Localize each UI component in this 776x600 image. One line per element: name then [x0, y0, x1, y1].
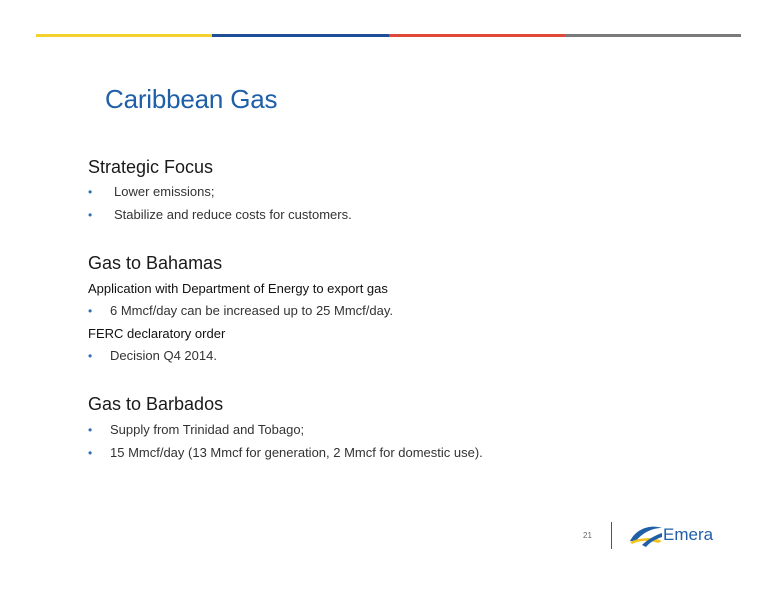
subhead-doe-application: Application with Department of Energy to export gas — [88, 281, 388, 296]
bullet-dot: • — [88, 446, 93, 460]
bullet-text: Decision Q4 2014. — [110, 348, 217, 363]
bar-gray — [565, 34, 741, 37]
bullet-dot: • — [88, 185, 93, 199]
bullet-dot: • — [88, 304, 93, 318]
top-color-bar — [36, 34, 741, 37]
bullet-mmcf-increase — [88, 303, 393, 318]
bullet-text: 15 Mmcf/day (13 Mmcf for generation, 2 Mmcf for domestic use). — [110, 445, 483, 460]
bar-red — [389, 34, 565, 37]
bullet-text: Lower emissions; — [114, 184, 215, 199]
slide-title: Caribbean Gas — [105, 84, 278, 114]
bullet-dot: • — [88, 349, 93, 363]
bullet-stabilize-costs — [88, 207, 352, 222]
page-number: 21 — [583, 531, 592, 540]
bar-blue — [212, 34, 388, 37]
heading-strategic-focus: Strategic Focus — [88, 157, 214, 177]
bullet-dot: • — [88, 423, 93, 437]
heading-gas-to-bahamas: Gas to Bahamas — [88, 253, 223, 273]
footer-divider — [611, 522, 612, 549]
bullet-decision-q4 — [88, 348, 217, 363]
bullet-text: Supply from Trinidad and Tobago; — [110, 422, 305, 437]
logo-wordmark: Emera — [663, 525, 714, 544]
bullet-15-mmcf — [88, 445, 483, 460]
subhead-ferc-order: FERC declaratory order — [88, 326, 226, 341]
bullet-supply-trinidad — [88, 422, 304, 437]
heading-gas-to-barbados: Gas to Barbados — [88, 394, 224, 414]
bar-yellow — [36, 34, 212, 37]
bullet-text: 6 Mmcf/day can be increased up to 25 Mmcf/day. — [110, 303, 394, 318]
bullet-text: Stabilize and reduce costs for customers. — [114, 207, 352, 222]
bullet-dot: • — [88, 208, 93, 222]
bullet-lower-emissions — [88, 184, 214, 199]
